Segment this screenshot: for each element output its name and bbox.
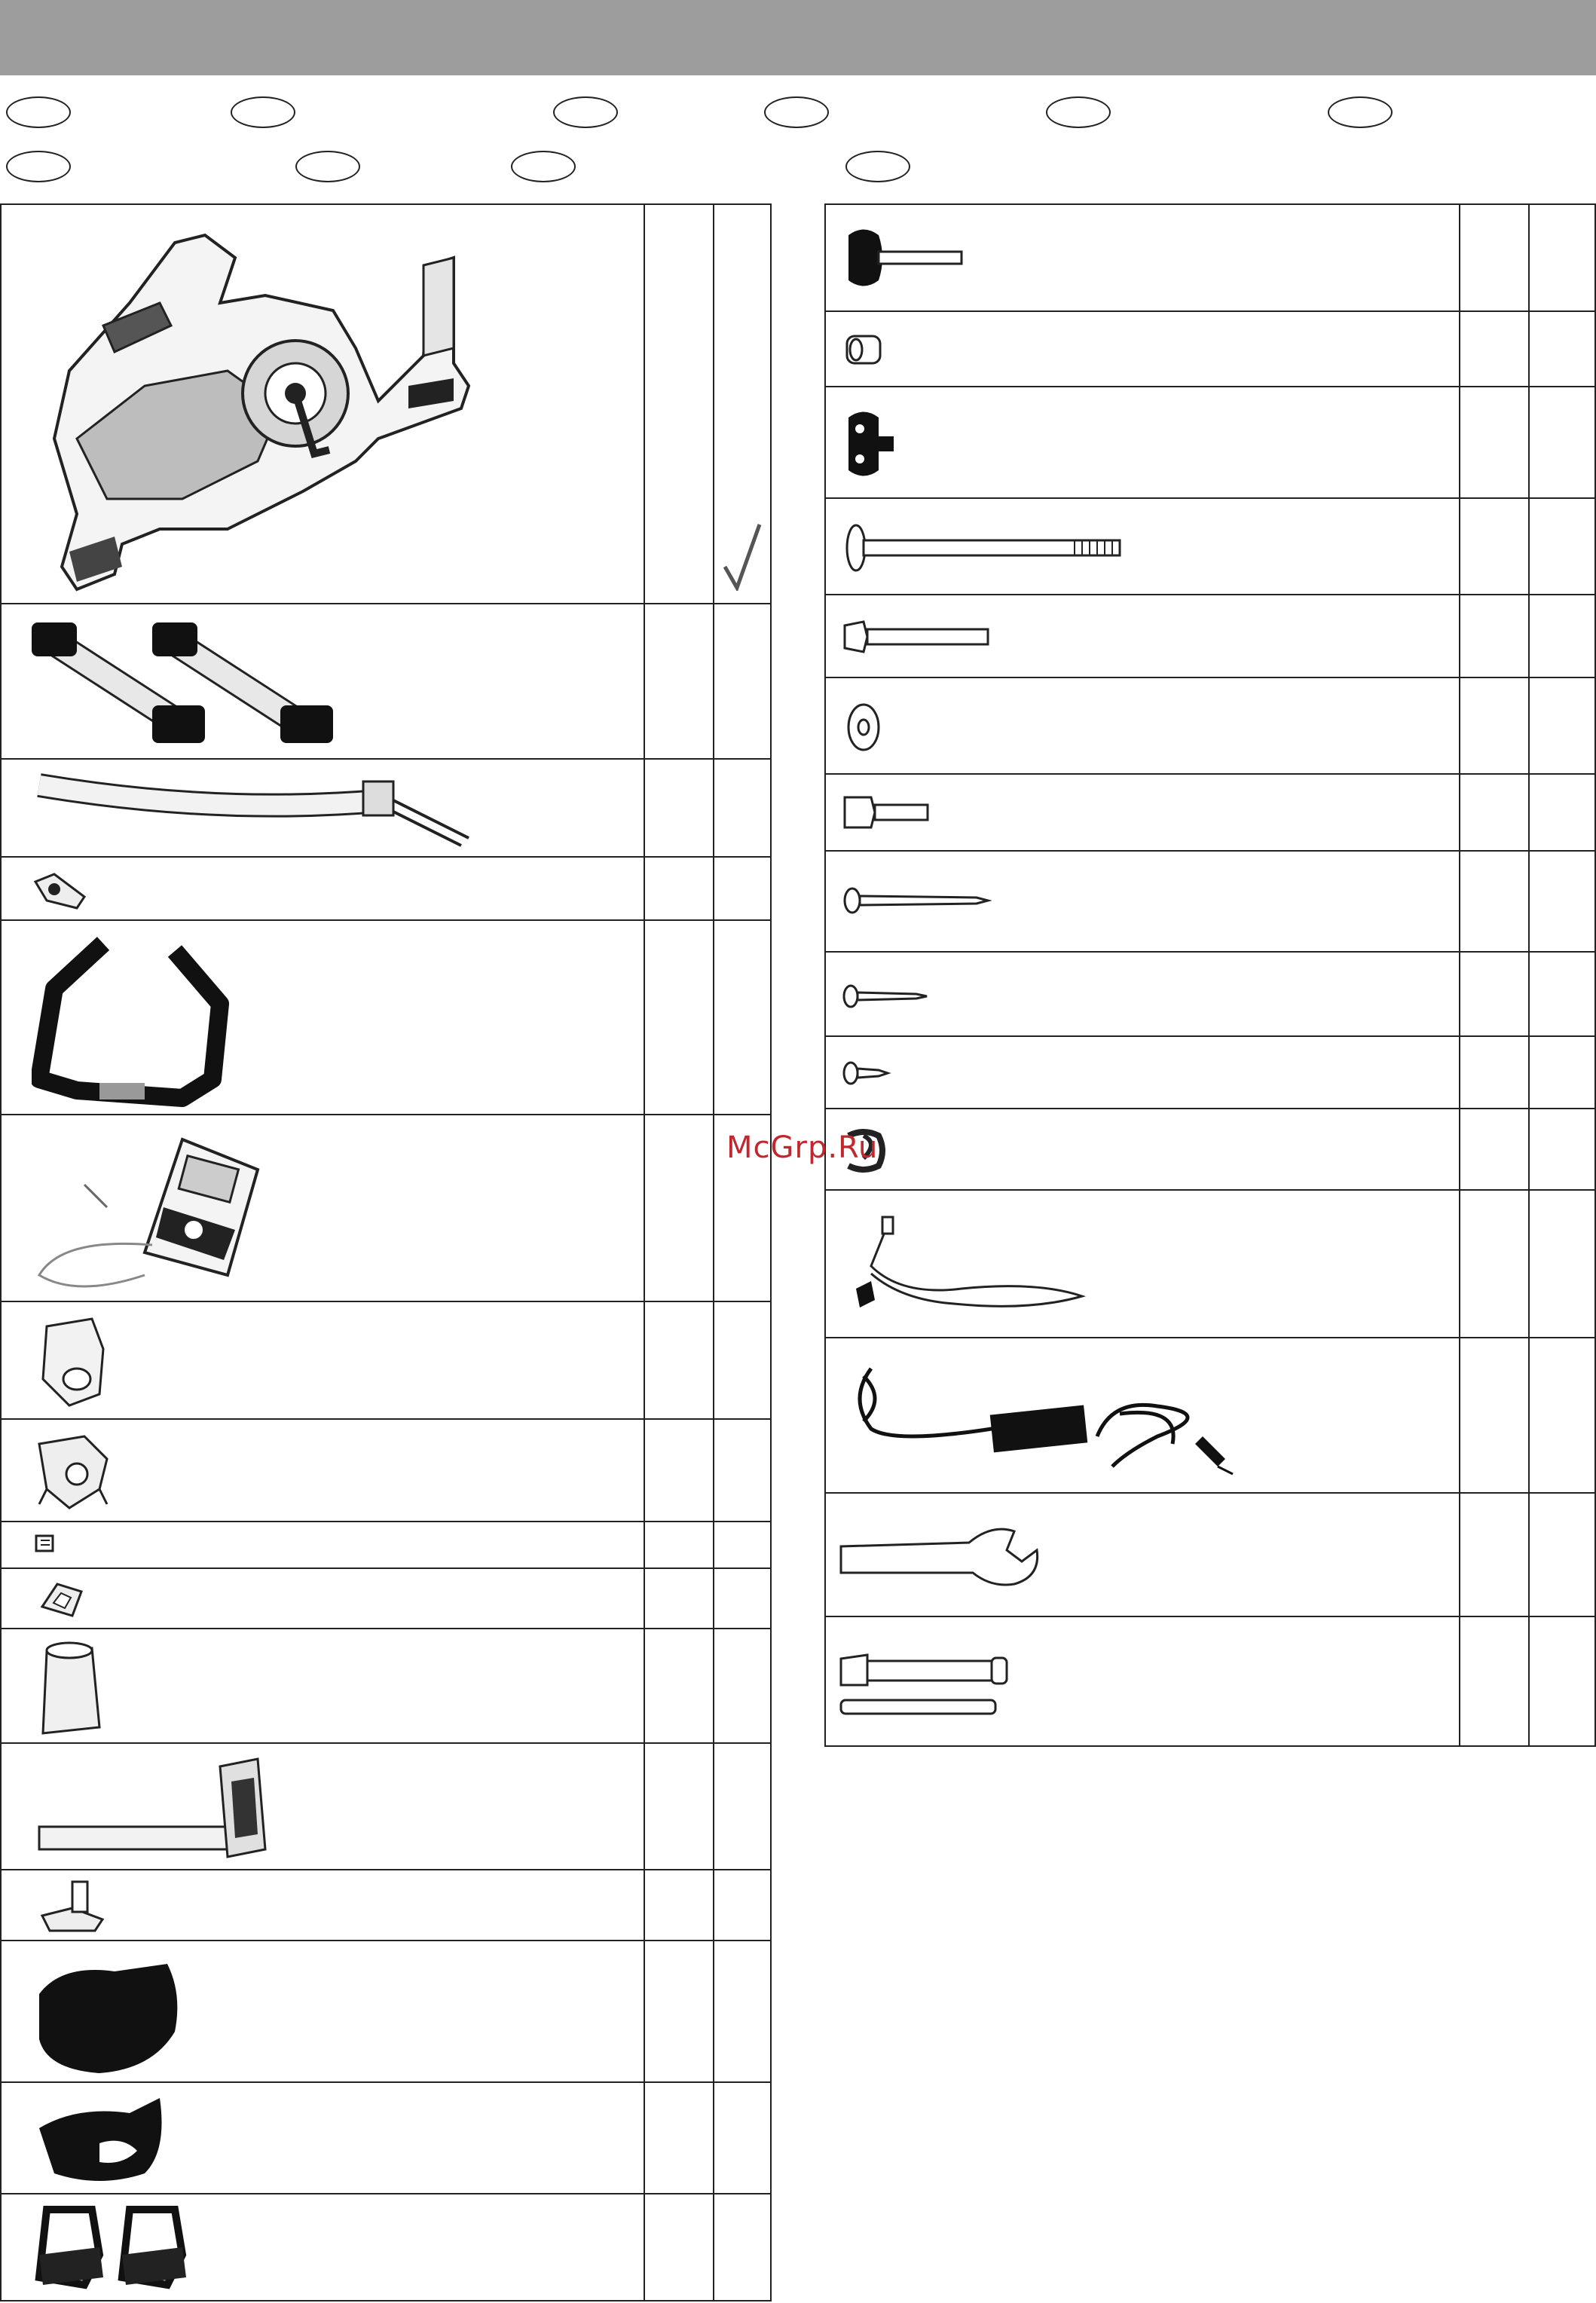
part-row	[2, 604, 770, 760]
language-badge	[845, 151, 910, 182]
part-row	[826, 852, 1594, 953]
tube-drawing	[32, 770, 476, 853]
part-row	[826, 387, 1594, 499]
part-row	[2, 1870, 770, 1941]
seat-slide-drawing	[32, 1751, 280, 1864]
part-row	[2, 1302, 770, 1420]
language-badge	[1046, 96, 1111, 128]
knob-bolt-drawing	[841, 220, 969, 295]
part-row	[2, 205, 770, 604]
part-row	[2, 1115, 770, 1302]
part-row	[826, 1494, 1594, 1617]
part-row	[2, 1744, 770, 1870]
part-row	[826, 1109, 1594, 1191]
knob-drawing	[35, 1878, 110, 1934]
header-band	[0, 0, 1596, 75]
spacer-drawing	[841, 327, 886, 372]
console-drawing	[32, 1124, 273, 1298]
cap-drawing	[35, 1577, 87, 1622]
language-badge	[511, 151, 576, 182]
bike-frame-drawing	[32, 213, 484, 597]
right-parts-table	[824, 203, 1596, 1747]
part-row	[2, 760, 770, 858]
checkmark-icon	[722, 521, 764, 591]
clip-drawing	[35, 1533, 57, 1557]
part-row	[2, 2083, 770, 2194]
watermark: McGrp.Ru	[726, 1130, 879, 1165]
bracket-drawing	[32, 867, 92, 912]
socket-tool-drawing	[833, 1647, 1022, 1723]
part-row	[2, 858, 770, 921]
carriage-bolt-drawing	[841, 521, 1127, 574]
tri-knob-drawing	[841, 402, 901, 485]
part-row	[826, 312, 1594, 387]
cover-drawing	[32, 1311, 115, 1413]
seat-cover-drawing	[32, 2090, 175, 2188]
sensor-cable-drawing	[841, 1213, 1090, 1319]
screw-short-drawing	[841, 1060, 894, 1087]
part-row	[826, 499, 1594, 595]
screw-medium-drawing	[841, 983, 931, 1010]
seat-drawing	[32, 1949, 182, 2077]
part-row	[826, 1338, 1594, 1494]
screw-long-drawing	[841, 885, 992, 916]
part-row	[826, 775, 1594, 852]
part-row	[826, 953, 1594, 1037]
language-badge	[295, 151, 360, 182]
stabilizer-drawing	[32, 615, 363, 751]
wrench-drawing	[833, 1516, 1044, 1599]
power-adapter-drawing	[841, 1353, 1278, 1482]
handlebar-drawing	[32, 928, 235, 1109]
part-row	[2, 1629, 770, 1744]
hex-bolt-short-drawing	[841, 794, 931, 831]
part-row	[2, 921, 770, 1115]
left-parts-table	[0, 203, 772, 2301]
part-row	[2, 1569, 770, 1629]
part-row	[2, 1941, 770, 2083]
part-row	[826, 1617, 1594, 1745]
language-badge	[231, 96, 295, 128]
language-badge	[6, 151, 71, 182]
part-row	[826, 205, 1594, 312]
part-row	[826, 595, 1594, 678]
language-badge	[1328, 96, 1393, 128]
washer-drawing	[841, 701, 886, 754]
language-badge	[764, 96, 829, 128]
clamp-drawing	[32, 1429, 122, 1515]
part-row	[2, 2194, 770, 2303]
part-row	[2, 1420, 770, 1522]
post-cover-drawing	[32, 1637, 107, 1739]
language-badge	[553, 96, 618, 128]
part-row	[2, 1522, 770, 1569]
part-row	[826, 1191, 1594, 1338]
language-badge	[6, 96, 71, 128]
part-row	[826, 1037, 1594, 1109]
part-row	[826, 678, 1594, 775]
pedals-drawing	[32, 2202, 243, 2295]
hex-bolt-long-drawing	[841, 618, 992, 656]
